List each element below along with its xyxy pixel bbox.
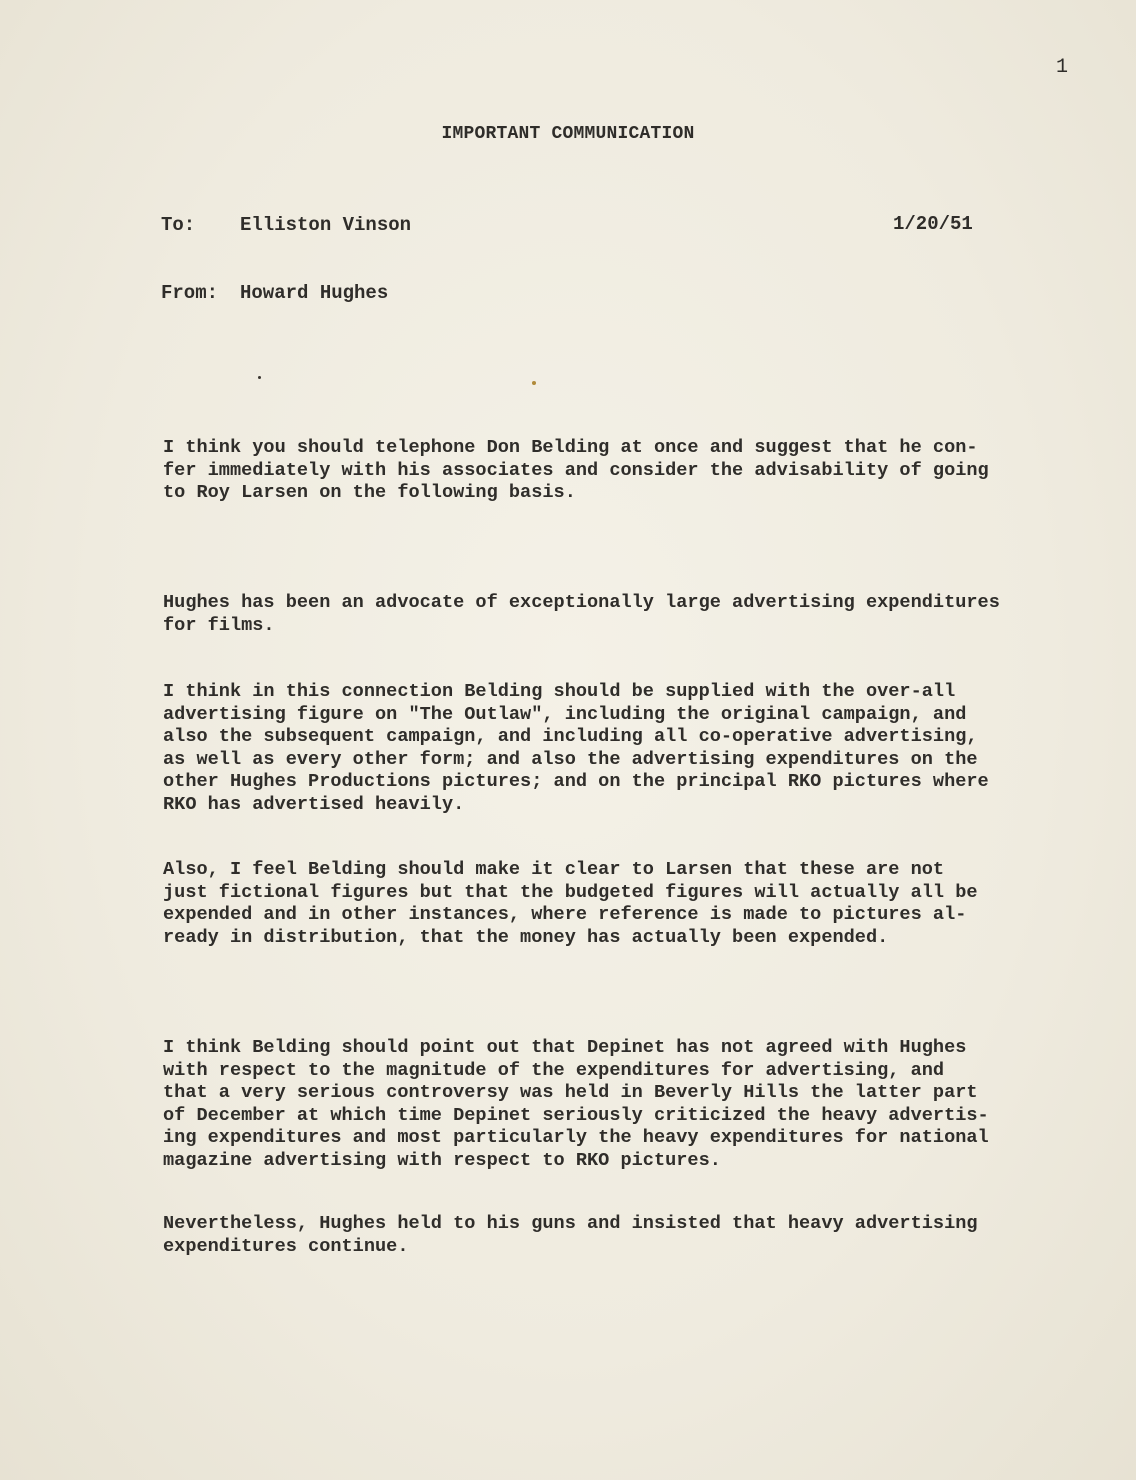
sender-name: Howard Hughes xyxy=(240,282,389,304)
body-paragraph: I think in this connection Belding should be supplied with the over-all advertising figure on "The Outlaw", including the original campaign, and also the subsequent campaign, and including all co-operative advertising, as well as every other form; and also the advertising expenditures on the other Hughes Productions pictures; and on the principal RKO pictures where RKO has advertised heavily. xyxy=(163,681,989,815)
body-paragraph: Also, I feel Belding should make it clear to Larsen that these are not just fictional figures but that the budgeted figures will actually all be expended and in other instances, where reference is made to pictures al- ready in distribution, that the money has actually been expended. xyxy=(163,859,978,948)
body-paragraph: I think Belding should point out that Depinet has not agreed with Hughes with respect to the magnitude of the expenditures for advertising, and that a very serious controversy was held in Beverly Hills the latter part of December at which time Depinet seriously criticized the heavy advertis- ing expenditures and most particularly the heavy expenditures for national magazine advertising with respect to RKO pictures. xyxy=(163,1037,989,1171)
paper-speck xyxy=(258,376,261,379)
paper-speck xyxy=(532,381,536,385)
to-label: To: xyxy=(161,214,196,236)
body-paragraph: I think you should telephone Don Belding at once and suggest that he con- fer immediately with his associates and consider the advisability of going to Roy Larsen on the following basis. xyxy=(163,437,989,504)
page-number: 1 xyxy=(1056,56,1069,79)
body-paragraph: Nevertheless, Hughes held to his guns and insisted that heavy advertising expenditures continue. xyxy=(163,1213,978,1257)
recipient-name: Elliston Vinson xyxy=(240,214,412,236)
from-label: From: xyxy=(161,282,219,304)
body-paragraph: Hughes has been an advocate of exceptionally large advertising expenditures for films. xyxy=(163,592,1000,636)
memo-date: 1/20/51 xyxy=(893,213,973,235)
memo-title: IMPORTANT COMMUNICATION xyxy=(441,124,695,144)
